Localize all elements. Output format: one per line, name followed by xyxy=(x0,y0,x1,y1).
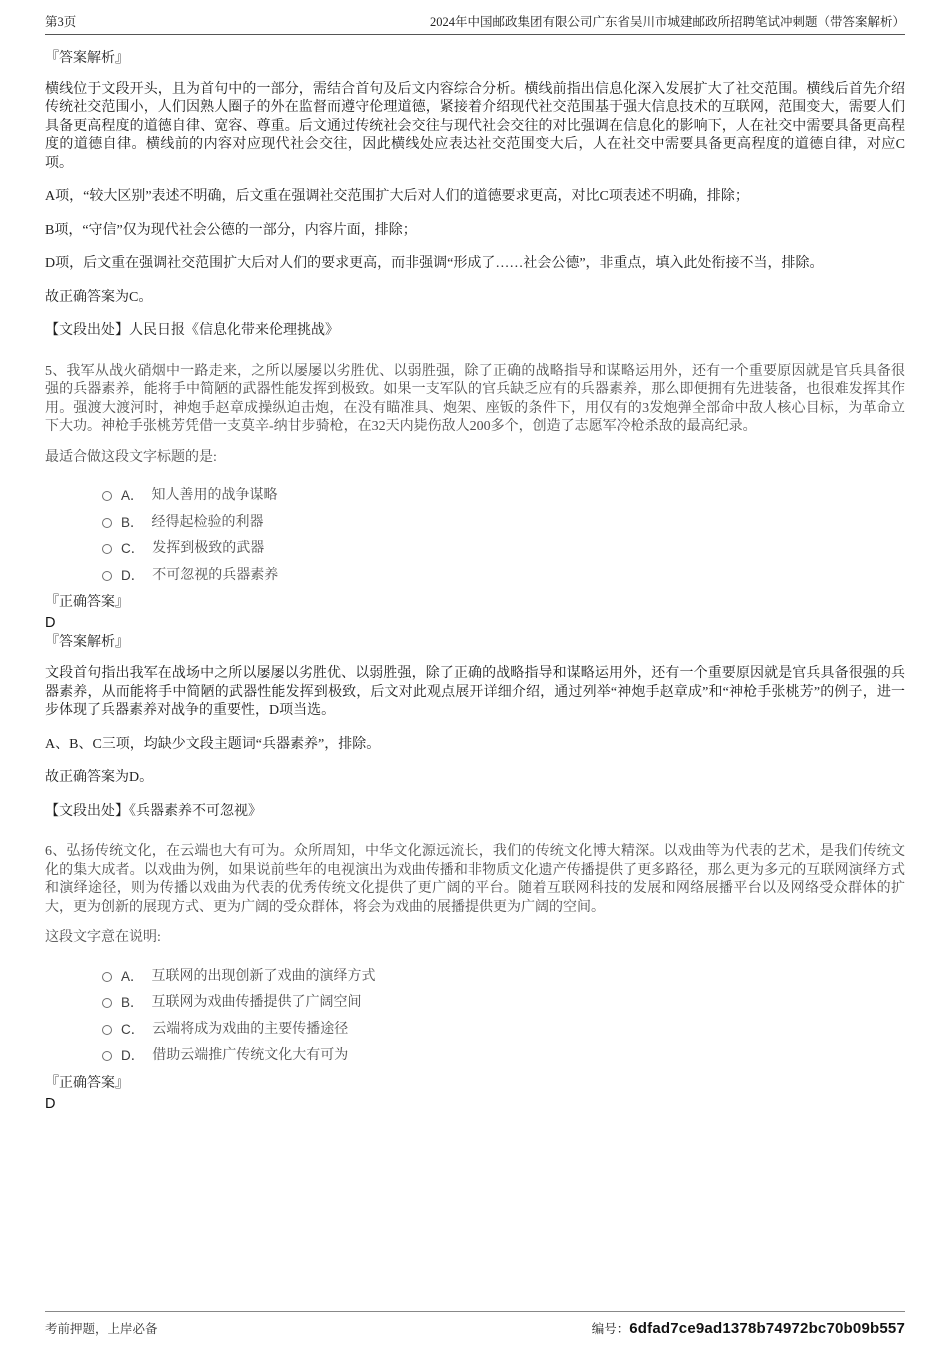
question-5-conclusion: 故正确答案为D。 xyxy=(45,770,154,785)
radio-icon[interactable] xyxy=(102,972,112,982)
correct-answer-label: 『正确答案』 xyxy=(45,1075,129,1091)
option-letter: B． xyxy=(121,514,144,530)
option-text: 云端将成为戏曲的主要传播途径 xyxy=(152,1021,349,1037)
radio-icon[interactable] xyxy=(102,491,112,501)
option-letter: C． xyxy=(121,1021,145,1037)
question-6-option-d[interactable] xyxy=(45,1047,905,1066)
question-5-stem: 5、我军从战火硝烟中一路走来，之所以屡屡以劣胜优、以弱胜强，除了正确的战略指导和谋略运用外，还有一个重要原因就是官兵具备很强的兵器素养，能将手中简陋的武器性能发挥到极致。如果一支军队的官兵缺乏应有的兵器素养，那么即便拥有先进装备，也很难发挥其作用。强渡大渡河时，神炮手赵章成操纵迫击炮，在没有瞄准具、炮架、座钣的条件下，用仅有的3发炮弹全部命中敌人核心目标，为革命立下大功。神枪手张桃芳凭借一支莫辛-纳甘步骑枪，在32天内毙伤敌人200多个，创造了志愿军冷枪杀敌的最高纪录。 xyxy=(45,363,905,434)
page-header xyxy=(45,12,905,35)
analysis-paragraph-option-d: D项，后文重在强调社交范围扩大后对人们的要求更高，而非强调“形成了……社会公德”，非重点，填入此处衔接不当，排除。 xyxy=(45,256,824,271)
option-text: 互联网的出现创新了戏曲的演绎方式 xyxy=(151,968,376,984)
option-letter: A． xyxy=(121,488,144,503)
option-text: 不可忽视的兵器素养 xyxy=(152,567,279,583)
question-6-prompt: 这段文字意在说明: xyxy=(45,930,161,945)
serial-label: 编号： xyxy=(591,1322,630,1336)
page-body xyxy=(45,50,905,1126)
question-5-option-c[interactable] xyxy=(45,540,905,559)
serial-value: 6dfad7ce9ad1378b74972bc70b09b557 xyxy=(629,1320,905,1337)
question-5-option-a[interactable] xyxy=(45,487,905,506)
option-letter: A． xyxy=(121,968,144,984)
radio-icon[interactable] xyxy=(102,544,112,554)
option-letter: D． xyxy=(121,1048,145,1063)
question-6-stem: 6、弘扬传统文化，在云端也大有可为。众所周知，中华文化源远流长，我们的传统文化博大精深。以戏曲等为代表的艺术，是我们传统文化的集大成者。以戏曲为例，如果说前些年的电视演出为戏曲传播和非物质文化遗产传播提供了更多路径，那么更为多元的互联网演绎方式和演绎途径，则为传播以戏曲为代表的优秀传统文化提供了更广阔的平台。随着互联网科技的发展和网络展播平台以及网络受众群体的扩大，更为创新的展现方式、更为广阔的受众群体，将会为戏曲的展播提供更为广阔的空间。 xyxy=(45,844,905,915)
question-6 xyxy=(45,843,905,1114)
option-letter: C． xyxy=(121,541,145,556)
radio-icon[interactable] xyxy=(102,1025,112,1035)
analysis-paragraph-option-b: B项，“守信”仅为现代社会公德的一部分，内容片面，排除； xyxy=(45,222,417,238)
question-5-prompt: 最适合做这段文字标题的是: xyxy=(45,449,217,465)
question-6-options xyxy=(45,968,905,1066)
option-text: 经得起检验的利器 xyxy=(151,514,264,530)
correct-answer-label: 『正确答案』 xyxy=(45,595,129,610)
option-text: 发挥到极致的武器 xyxy=(152,541,265,556)
analysis-label: 『答案解析』 xyxy=(45,635,129,650)
radio-icon[interactable] xyxy=(102,518,112,528)
analysis-paragraph: 横线位于文段开头，且为首句中的一部分，需结合首句及后文内容综合分析。横线前指出信息化深入发展扩大了社交范围。横线后首先介绍传统社交范围小，人们因熟人圈子的外在监督而遵守伦理道德，紧接着介绍现代社交范围基于强大信息技术的互联网，范围变大，需要人们具备更高程度的道德自律、宽容、尊重。后文通过传统社会交往与现代社会交往的对比强调在信息化的影响下，人在社交中需要具备更高程度的道德自律。横线前的内容对应现代社会交往，因此横线处应表达社交范围变大后，人在社交中需要具备更高程度的道德自律，对应C项。 xyxy=(45,81,905,171)
option-text: 互联网为戏曲传播提供了广阔空间 xyxy=(151,995,362,1010)
passage-source: 【文段出处】《兵器素养不可忽视》 xyxy=(45,803,262,819)
question-6-option-c[interactable] xyxy=(45,1021,905,1040)
correct-answer-value: D xyxy=(45,615,56,631)
option-text: 借助云端推广传统文化大有可为 xyxy=(152,1048,349,1063)
document-serial xyxy=(592,1319,905,1337)
question-6-option-b[interactable] xyxy=(45,994,905,1013)
radio-icon[interactable] xyxy=(102,1051,112,1061)
question-5 xyxy=(45,363,905,822)
question-5-analysis: 文段首句指出我军在战场中之所以屡屡以劣胜优、以弱胜强，除了正确的战略指导和谋略运用外，还有一个重要原因就是官兵具备很强的兵器素养，从而能将手中简陋的武器性能发挥到极致，后文对此观点展开详细介绍，通过列举“神炮手赵章成”和“神枪手张桃芳”的例子，进一步体现了兵器素养对战争的重要性，D项当选。 xyxy=(45,666,905,718)
analysis-paragraph-option-a: A项，“较大区别”表述不明确，后文重在强调社交范围扩大后对人们的道德要求更高，对比C项表述不明确，排除； xyxy=(45,189,749,204)
footer-slogan: 考前押题，上岸必备 xyxy=(45,1322,158,1336)
question-6-option-a[interactable] xyxy=(45,968,905,987)
analysis-label: 『答案解析』 xyxy=(45,51,129,66)
correct-answer-value: D xyxy=(45,1095,56,1112)
option-letter: B． xyxy=(121,995,144,1010)
analysis-conclusion: 故正确答案为C。 xyxy=(45,289,153,305)
option-letter: D． xyxy=(121,567,145,583)
question-6-answer xyxy=(45,1074,905,1114)
question-5-answer xyxy=(45,593,905,653)
question-5-options xyxy=(45,487,905,585)
page-number: 第3页 xyxy=(45,15,77,29)
radio-icon[interactable] xyxy=(102,998,112,1008)
radio-icon[interactable] xyxy=(102,571,112,581)
question-5-option-b[interactable] xyxy=(45,514,905,533)
option-text: 知人善用的战争谋略 xyxy=(151,488,278,503)
document-title: 2024年中国邮政集团有限公司广东省吴川市城建邮政所招聘笔试冲刺题（带答案解析） xyxy=(429,15,905,29)
page-footer xyxy=(45,1311,905,1337)
question-5-analysis-abc: A、B、C三项，均缺少文段主题词“兵器素养”，排除。 xyxy=(45,736,381,752)
question-5-option-d[interactable] xyxy=(45,567,905,586)
prev-question-analysis xyxy=(45,50,905,341)
passage-source: 【文段出处】人民日报《信息化带来伦理挑战》 xyxy=(45,323,339,338)
